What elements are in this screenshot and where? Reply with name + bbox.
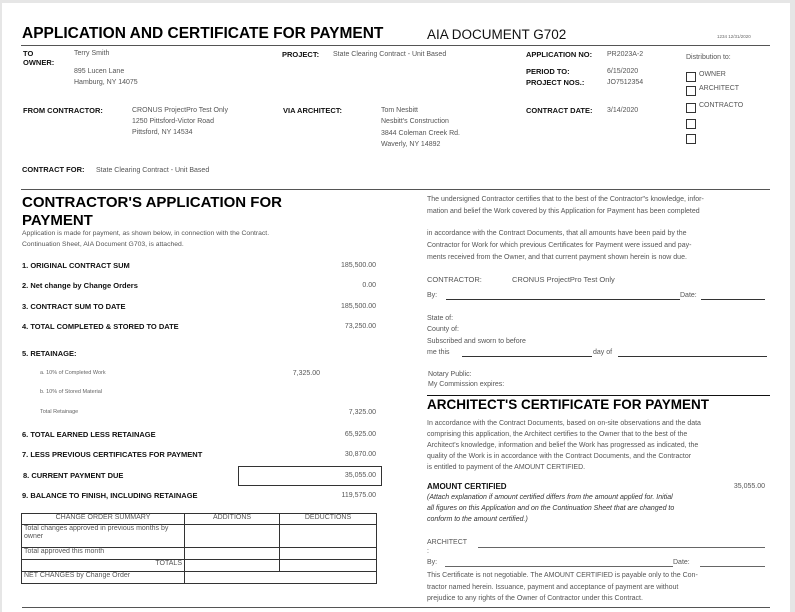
architect-cert-title: ARCHITECT'S CERTIFICATE FOR PAYMENT: [427, 397, 709, 412]
line-5-label: 5. RETAINAGE:: [22, 349, 77, 358]
line-9-label: 9. BALANCE TO FINISH, INCLUDING RETAINAGE: [22, 491, 198, 500]
via-architect-label: VIA ARCHITECT:: [283, 106, 343, 115]
distribution-contractor-checkbox[interactable]: [686, 103, 696, 113]
line-7-value: 30,870.00: [344, 451, 376, 458]
line-6-value: 65,925.00: [344, 431, 376, 438]
cert-para-2b: Contractor for Work for which previous Certificates for Payment were issued and pay-: [427, 242, 692, 249]
line-4-value: 73,250.00: [344, 323, 376, 330]
cert-para-1b: mation and belief the Work covered by this Application for Payment has been completed: [427, 208, 700, 215]
co-header-summary: CHANGE ORDER SUMMARY: [22, 514, 185, 525]
architect-label-colon: :: [427, 548, 429, 555]
contract-date-value: 3/14/2020: [607, 107, 639, 114]
arch-para-4: quality of the Work is in accordance with the Contract Documents, and the Contractor: [427, 453, 692, 460]
document-meta: 1234 12/31/2020: [717, 34, 751, 39]
architect-label: ARCHITECT: [427, 539, 468, 546]
distribution-blank-checkbox-1[interactable]: [686, 119, 696, 129]
co-totals-additions: [185, 560, 280, 572]
county-of-label: County of:: [427, 326, 459, 333]
application-intro-2: Continuation Sheet, AIA Document G703, is attached.: [22, 241, 184, 248]
architect-by-line[interactable]: [445, 566, 673, 567]
owner-label: OWNER:: [23, 58, 55, 67]
period-to-label: PERIOD TO:: [526, 67, 570, 76]
contractor-signature-line[interactable]: [446, 299, 680, 300]
distribution-contractor-label: CONTRACTO: [699, 102, 744, 109]
contract-for-label: CONTRACT FOR:: [22, 165, 85, 174]
arch-note-2: all figures on this Application and on the Continuation Sheet that are changed to: [427, 505, 675, 512]
retainage-b-label: b. 10% of Stored Material: [40, 389, 103, 395]
architect-signature-line[interactable]: [478, 547, 765, 548]
arch-footer-1: This Certificate is not negotiable. The AMOUNT CERTIFIED is payable only to the Con-: [427, 572, 698, 579]
cert-para-1a: The undersigned Contractor certifies that to the best of the Contractor"s knowledge, infor-: [427, 196, 704, 203]
application-title-line-1: CONTRACTOR'S APPLICATION FOR: [22, 194, 282, 211]
line-6-label: 6. TOTAL EARNED LESS RETAINAGE: [22, 430, 156, 439]
form-title: APPLICATION AND CERTIFICATE FOR PAYMENT: [22, 25, 384, 42]
arch-date-label: Date:: [673, 559, 690, 566]
retainage-a-label: a. 10% of Completed Work: [40, 370, 106, 376]
arch-para-5: is entitled to payment of the AMOUNT CERTIFIED.: [427, 464, 586, 471]
co-net-value: [185, 572, 377, 584]
project-value: State Clearing Contract - Unit Based: [333, 51, 447, 58]
arch-para-1: In accordance with the Contract Documents, based on on-site observations and the data: [427, 420, 701, 427]
arch-footer-3: prejudice to any rights of the Owner of Contractor under this Contract.: [427, 595, 643, 602]
footer-rule: [22, 607, 770, 608]
co-net-label: NET CHANGES by Change Order: [22, 572, 185, 584]
line-3-label: 3. CONTRACT SUM TO DATE: [22, 302, 126, 311]
notary-label: Notary Public:: [428, 371, 472, 378]
architect-rule: [427, 395, 770, 396]
me-this-label: me this: [427, 349, 450, 356]
cert-para-2a: in accordance with the Contract Documents, that all amounts have been paid by the: [427, 230, 687, 237]
line-7-label: 7. LESS PREVIOUS CERTIFICATES FOR PAYMENT: [22, 450, 203, 459]
architect-date-line[interactable]: [700, 566, 765, 567]
co-row-previous-deductions: [280, 525, 377, 548]
co-row-previous-label: Total changes approved in previous months by owner: [22, 525, 185, 548]
total-retainage-value: 7,325.00: [348, 409, 376, 416]
change-order-summary-table: [21, 513, 377, 584]
arch-note-1: (Attach explanation if amount certified differs from the amount applied for. Initial: [427, 494, 673, 501]
project-nos-label: PROJECT NOS.:: [526, 78, 585, 87]
cert-contractor-value: CRONUS ProjectPro Test Only: [512, 275, 615, 284]
architect-address-2: Waverly, NY 14892: [381, 141, 441, 148]
contract-date-label: CONTRACT DATE:: [526, 106, 593, 115]
application-title-line-2: PAYMENT: [22, 212, 93, 229]
amount-certified-label: AMOUNT CERTIFIED: [427, 482, 507, 491]
header-rule: [21, 45, 770, 46]
distribution-blank-checkbox-2[interactable]: [686, 134, 696, 144]
contractor-address-1: 1250 Pittsford-Victor Road: [132, 118, 214, 125]
contractor-name: CRONUS ProjectPro Test Only: [132, 107, 228, 114]
cert-by-label: By:: [427, 292, 438, 299]
line-8-value: 35,055.00: [344, 472, 376, 479]
application-intro-1: Application is made for payment, as shown below, in connection with the Contract.: [22, 230, 270, 237]
co-row-month-deductions: [280, 548, 377, 560]
distribution-architect-label: ARCHITECT: [699, 85, 740, 92]
section-rule: [21, 189, 770, 190]
application-no-value: PR2023A-2: [607, 51, 644, 58]
application-no-label: APPLICATION NO:: [526, 50, 593, 59]
line-4-label: 4. TOTAL COMPLETED & STORED TO DATE: [22, 322, 179, 331]
distribution-architect-checkbox[interactable]: [686, 86, 696, 96]
cert-contractor-label: CONTRACTOR:: [427, 275, 482, 284]
to-label: TO: [23, 49, 34, 58]
document-name: AIA DOCUMENT G702: [427, 27, 567, 42]
owner-address-2: Hamburg, NY 14075: [74, 79, 138, 86]
co-totals-deductions: [280, 560, 377, 572]
amount-certified-value: 35,055.00: [733, 483, 765, 490]
architect-company: Nesbitt's Construction: [381, 118, 449, 125]
total-retainage-label: Total Retainage: [40, 409, 79, 415]
co-row-month-label: Total approved this month: [22, 548, 185, 560]
architect-address-1: 3844 Coleman Creek Rd.: [381, 130, 460, 137]
arch-para-3: Architect's knowledge, information and belief the Work has progressed as indicated, the: [427, 442, 699, 449]
arch-note-3: conform to the amount certified.): [427, 516, 528, 523]
project-label: PROJECT:: [282, 50, 320, 59]
line-8-label: 8. CURRENT PAYMENT DUE: [23, 471, 124, 480]
cert-date-label: Date:: [680, 292, 697, 299]
distribution-label: Distribution to:: [686, 54, 731, 61]
arch-footer-2: tractor named herein. Issuance, payment and acceptance of payment are without: [427, 584, 679, 591]
distribution-owner-label: OWNER: [699, 71, 726, 78]
cert-para-2c: ments received from the Owner, and that current payment shown herein is now due.: [427, 254, 687, 261]
month-line[interactable]: [618, 356, 767, 357]
contractor-date-line[interactable]: [701, 299, 765, 300]
commission-label: My Commission expires:: [428, 381, 505, 388]
subscribed-label: Subscribed and sworn to before: [427, 338, 526, 345]
line-1-value: 185,500.00: [340, 262, 376, 269]
g702-form-page: [2, 3, 790, 612]
co-row-month-additions: [185, 548, 280, 560]
retainage-a-value: 7,325.00: [292, 370, 320, 377]
distribution-owner-checkbox[interactable]: [686, 72, 696, 82]
line-2-value: 0.00: [362, 282, 376, 289]
day-line[interactable]: [462, 356, 592, 357]
arch-by-label: By:: [427, 559, 438, 566]
state-of-label: State of:: [427, 315, 454, 322]
co-totals-label: TOTALS: [22, 560, 185, 572]
architect-name: Tom Nesbitt: [381, 107, 418, 114]
line-2-label: 2. Net change by Change Orders: [22, 281, 138, 290]
contractor-address-2: Pittsford, NY 14534: [132, 129, 193, 136]
line-9-value: 119,575.00: [341, 492, 376, 499]
from-contractor-label: FROM CONTRACTOR:: [23, 106, 103, 115]
line-1-label: 1. ORIGINAL CONTRACT SUM: [22, 261, 130, 270]
owner-address-1: 895 Lucen Lane: [74, 68, 125, 75]
owner-name: Terry Smith: [74, 50, 110, 57]
line-3-value: 185,500.00: [340, 303, 376, 310]
co-header-deductions: DEDUCTIONS: [280, 514, 377, 525]
period-to-value: 6/15/2020: [607, 68, 639, 75]
arch-para-2: comprising this application, the Architect certifies to the Owner that to the best of the: [427, 431, 688, 438]
contract-for-value: State Clearing Contract - Unit Based: [96, 167, 210, 174]
co-row-previous-additions: [185, 525, 280, 548]
day-of-label: day of: [593, 349, 613, 356]
co-header-additions: ADDITIONS: [185, 514, 280, 525]
project-nos-value: JO7512354: [607, 79, 644, 86]
